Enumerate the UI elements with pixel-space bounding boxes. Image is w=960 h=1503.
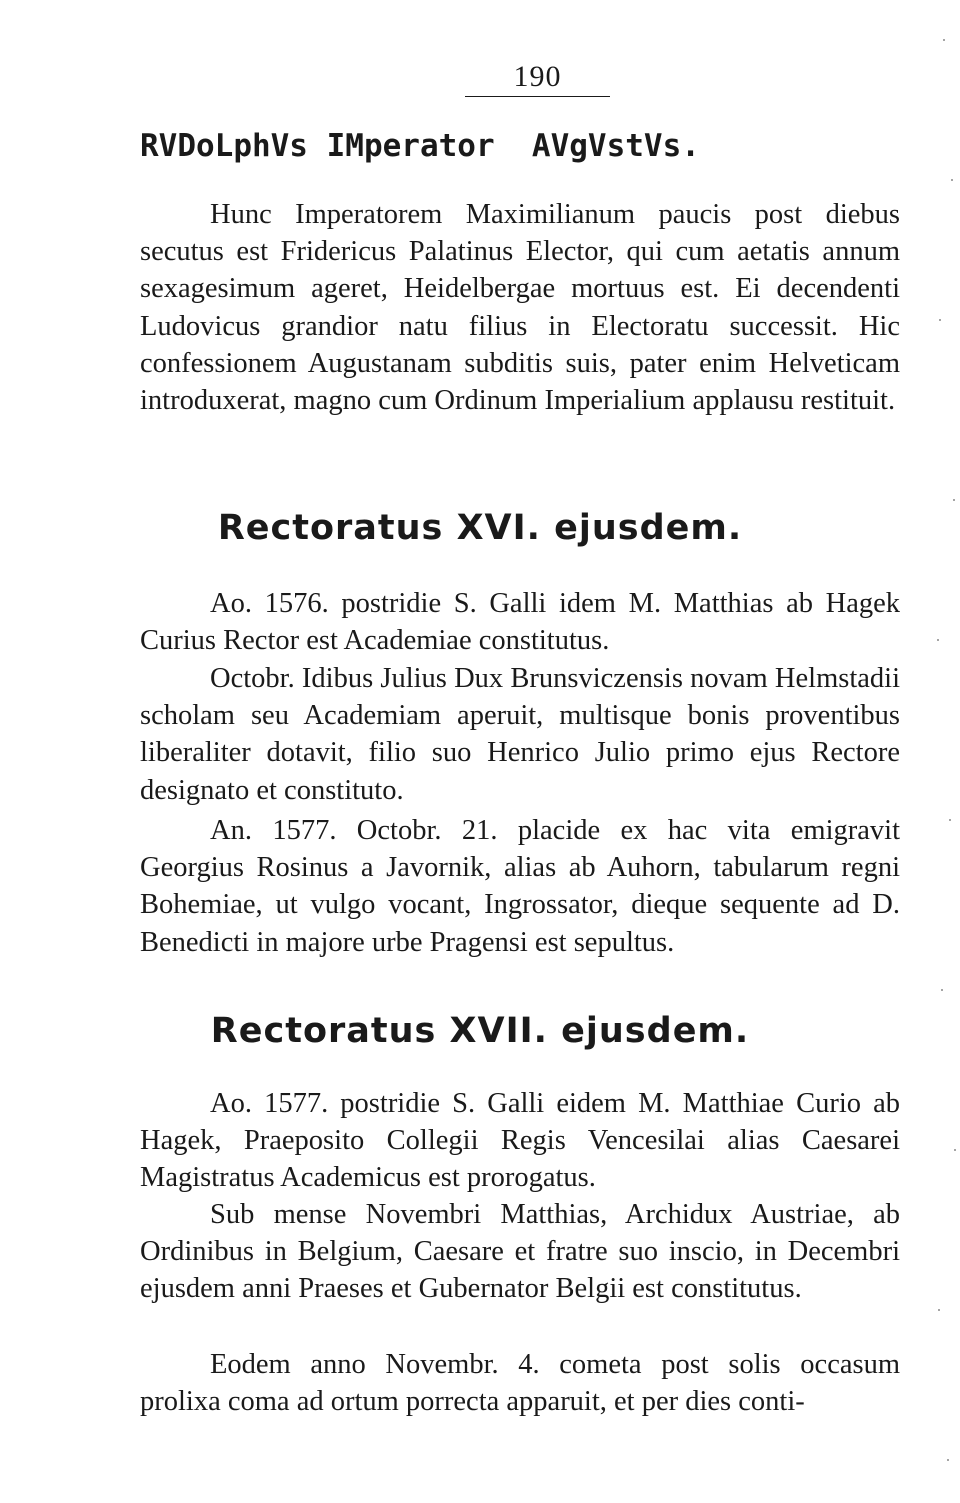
paragraph: Ao. 1576. postridie S. Galli idem M. Matthias ab Hagek Curius Rector est Academiae constitutus. xyxy=(140,588,900,657)
running-header: RVDoLphVs IMperator AVgVstVs. xyxy=(140,128,700,164)
intro-paragraph: Hunc Imperatorem Maximilianum paucis post diebus secutus est Fridericus Palatinus Elector, qui cum aetatis annum sexagesimum ageret, Heidelbergae mortuus est. Ei decendenti Ludovicus grandior natu filius in Electoratu successit. Hic confessionem Augustanam subditis suis, pater enim Helveticam introduxerat, magno cum Ordinum Imperialium applausu restituit. xyxy=(140,199,900,417)
section-heading-rectoratus-xvi: Rectoratus XVI. ejusdem. xyxy=(217,508,743,548)
paragraph: An. 1577. Octobr. 21. placide ex hac vita emigravit Georgius Rosinus a Javornik, alias ab Auhorn, tabularum regni Bohemiae, ut vulgo vocant, Ingrossator, dieque sequente ad D. Benedicti in majore urbe Pragensi est sepultus. xyxy=(140,815,900,958)
paragraph: Eodem anno Novembr. 4. cometa post solis occasum prolixa coma ad ortum porrecta apparuit, et per dies conti- xyxy=(140,1349,900,1418)
paragraph: Ao. 1577. postridie S. Galli eidem M. Matthiae Curio ab Hagek, Praeposito Collegii Regis Vencesilai alias Caesarei Magistratus Academicus est prorogatus. xyxy=(140,1088,900,1194)
paragraph: Octobr. Idibus Julius Dux Brunsviczensis novam Helmstadii scholam seu Academiam aperuit, multisque bonis proventibus liberaliter dotavit, filio suo Henrico Julio primo ejus Rectore designato et constituto. xyxy=(140,663,900,806)
paragraph: Sub mense Novembri Matthias, Archidux Austriae, ab Ordinibus in Belgium, Caesare et fratre suo inscio, in Decembri ejusdem anni Praeses et Gubernator Belgii est constitutus. xyxy=(140,1199,900,1305)
section-heading-rectoratus-xvii: Rectoratus XVII. ejusdem. xyxy=(210,1011,750,1051)
page-edge-noise xyxy=(930,0,960,1503)
page-number: 190 xyxy=(465,60,610,97)
